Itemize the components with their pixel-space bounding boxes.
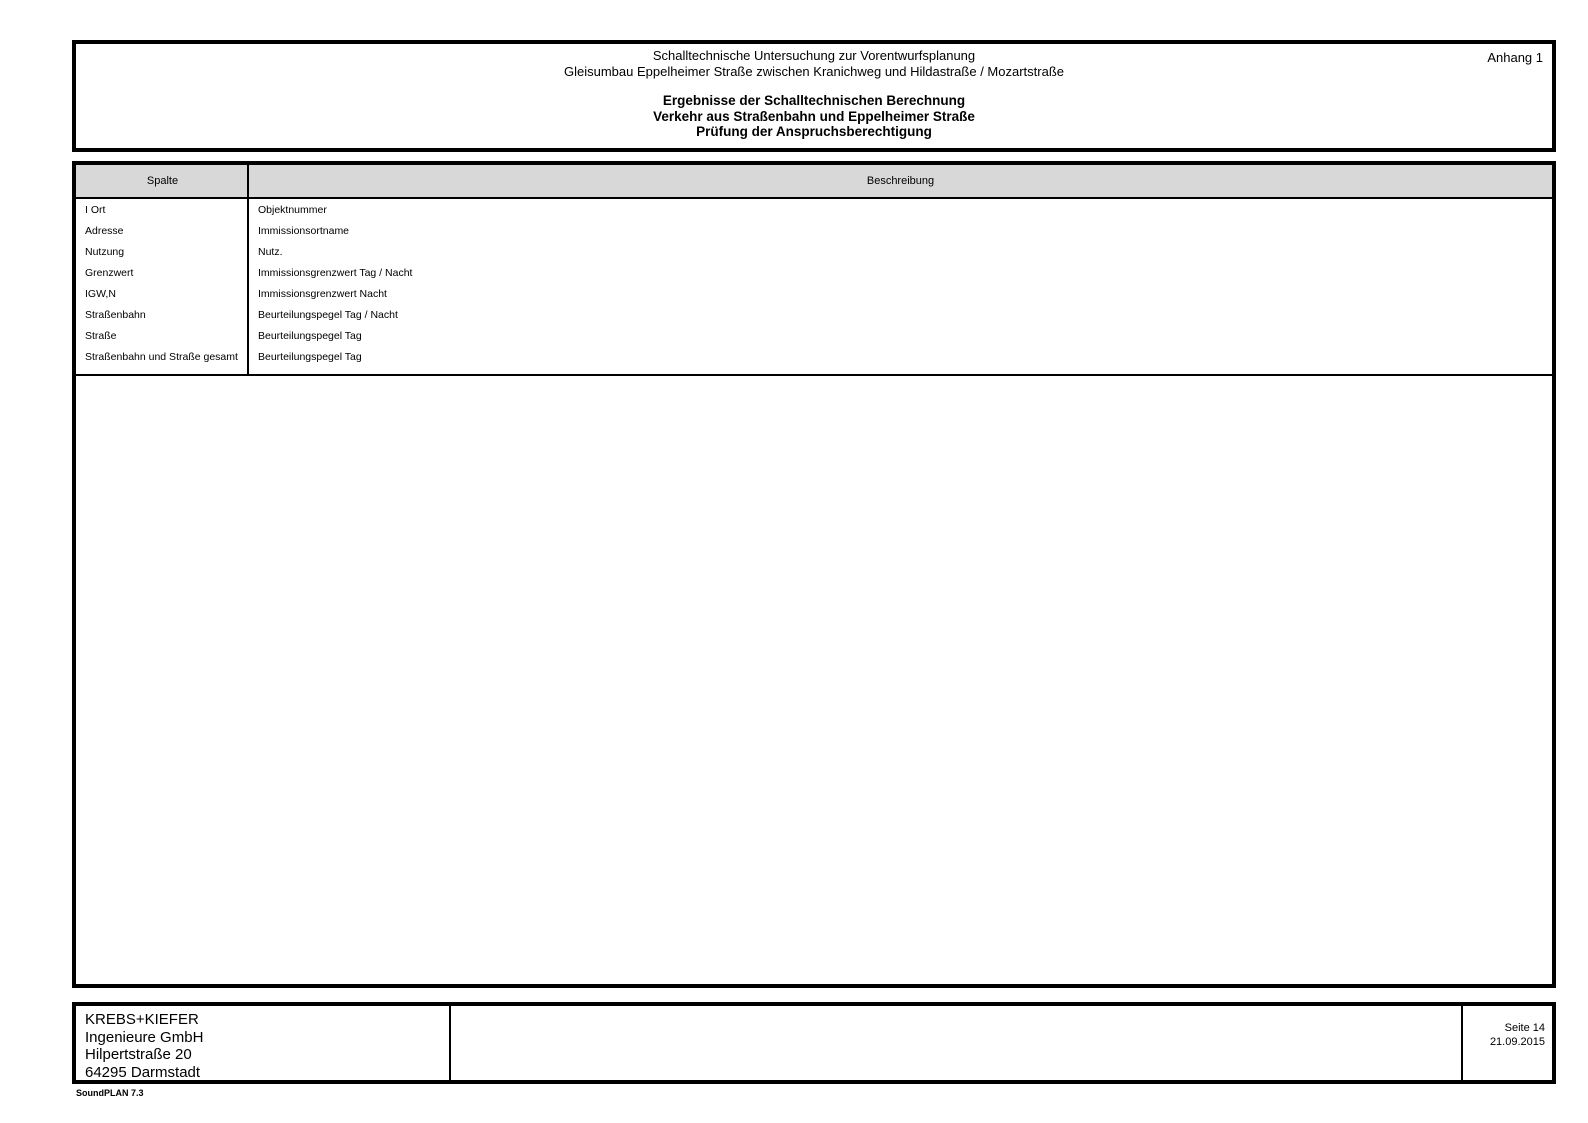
legend-table-box — [72, 161, 1556, 988]
page-info-block — [1461, 1006, 1552, 1080]
row-beschreibung: Immissionsgrenzwert Nacht — [258, 287, 387, 300]
row-beschreibung: Beurteilungspegel Tag — [258, 329, 362, 342]
report-footer-box — [72, 1002, 1556, 1084]
report-title-line3: Prüfung der Anspruchsberechtigung — [696, 124, 932, 139]
company-street: Hilpertstraße 20 — [85, 1046, 192, 1063]
row-beschreibung: Nutz. — [258, 245, 283, 258]
page-number: Seite 14 — [1504, 1022, 1545, 1034]
column-header-spalte: Spalte — [146, 175, 179, 187]
table-row — [76, 220, 1552, 241]
row-spalte: Adresse — [85, 224, 124, 237]
column-header-beschreibung: Beschreibung — [866, 175, 935, 187]
company-type: Ingenieure GmbH — [85, 1028, 204, 1046]
row-spalte: IGW,N — [85, 287, 116, 300]
project-title-line2: Gleisumbau Eppelheimer Straße zwischen Kranichweg und Hildastraße / Mozartstraße — [564, 64, 1064, 79]
table-row — [76, 283, 1552, 304]
row-spalte: Straßenbahn — [85, 308, 146, 321]
legend-bottom-line — [76, 374, 1552, 376]
report-title-line2: Verkehr aus Straßenbahn und Eppelheimer Straße — [653, 108, 975, 124]
row-beschreibung: Beurteilungspegel Tag — [258, 350, 362, 363]
column-divider-line — [247, 165, 249, 376]
company-address-block — [76, 1006, 451, 1080]
report-header-box — [72, 40, 1556, 152]
table-row — [76, 199, 1552, 220]
row-spalte: Straße — [85, 329, 117, 342]
table-row — [76, 262, 1552, 283]
annex-label: Anhang 1 — [1487, 50, 1543, 65]
company-city: 64295 Darmstadt — [85, 1063, 201, 1081]
row-beschreibung: Objektnummer — [258, 203, 327, 216]
row-spalte: Nutzung — [85, 245, 125, 258]
report-title-block — [76, 93, 1552, 140]
table-row — [76, 304, 1552, 325]
row-beschreibung: Immissionsortname — [258, 224, 350, 237]
software-version-stamp: SoundPLAN 7.3 — [76, 1088, 144, 1098]
row-spalte: Grenzwert — [85, 266, 134, 279]
report-title-line1: Ergebnisse der Schalltechnischen Berechnung — [662, 93, 966, 108]
report-date: 21.09.2015 — [1489, 1035, 1545, 1048]
row-spalte: I Ort — [85, 203, 106, 216]
row-beschreibung: Beurteilungspegel Tag / Nacht — [258, 308, 398, 321]
row-beschreibung: Immissionsgrenzwert Tag / Nacht — [258, 266, 413, 279]
table-row — [76, 325, 1552, 346]
project-title-line1: Schalltechnische Untersuchung zur Vorentwurfsplanung — [652, 48, 976, 63]
row-spalte: Straßenbahn und Straße gesamt — [85, 350, 238, 363]
legend-table-header-row — [76, 165, 1552, 199]
table-row — [76, 241, 1552, 262]
company-name: KREBS+KIEFER — [85, 1011, 199, 1028]
footer-empty-cell — [451, 1006, 1461, 1080]
table-row — [76, 346, 1552, 367]
